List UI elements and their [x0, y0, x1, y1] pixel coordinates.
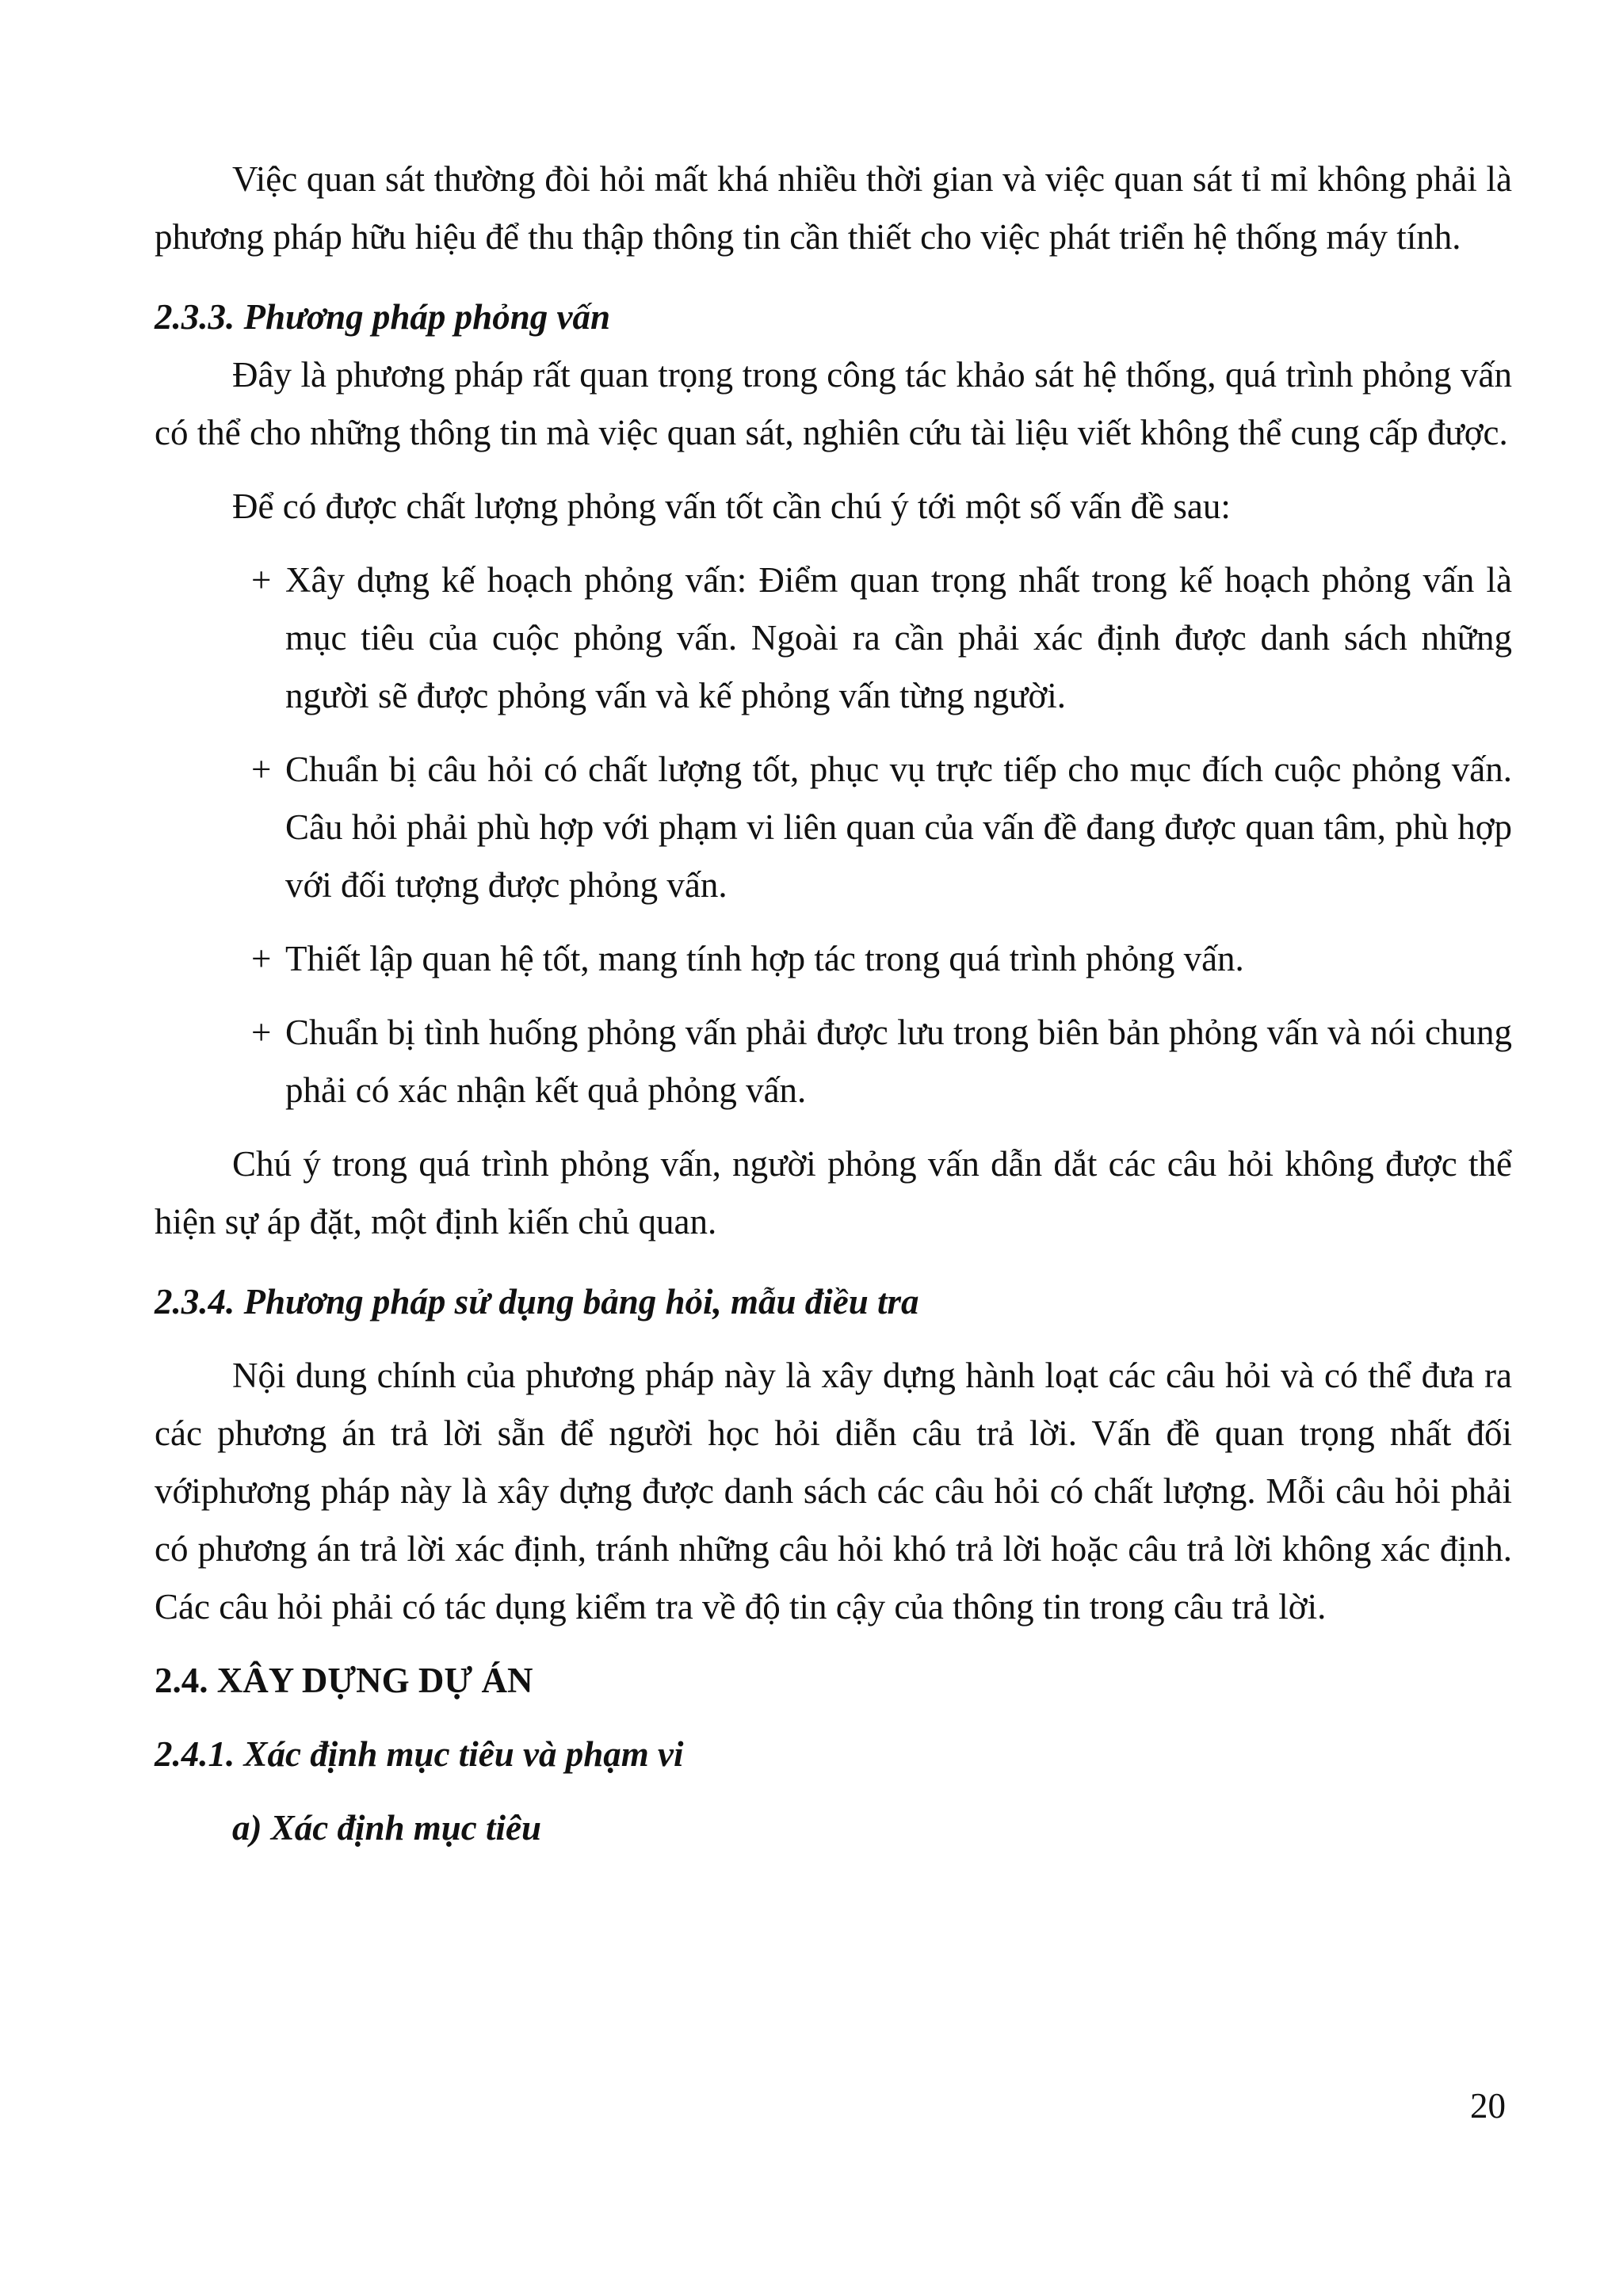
heading-2-4: 2.4. XÂY DỰNG DỰ ÁN [155, 1661, 533, 1700]
paragraph-interview-note: Chú ý trong quá trình phỏng vấn, người phỏng vấn dẫn dắt các câu hỏi không được thể hiện sự áp đặt, một định kiến chủ quan. [155, 1144, 1512, 1241]
paragraph-observation: Việc quan sát thường đòi hỏi mất khá nhiều thời gian và việc quan sát tỉ mỉ không phải là phương pháp hữu hiệu để thu thập thông tin cần thiết cho việc phát triển hệ thống máy tính. [155, 159, 1512, 257]
list-item [155, 741, 1512, 914]
list-item [155, 1004, 1512, 1119]
heading-a: a) Xác định mục tiêu [232, 1808, 542, 1848]
bullet-mark: + [251, 749, 272, 789]
page-number: 20 [1470, 2086, 1506, 2126]
list-item [155, 551, 1512, 725]
list-item-text: Xây dựng kế hoạch phỏng vấn: Điểm quan trọng nhất trong kế hoạch phỏng vấn là mục tiêu của cuộc phỏng vấn. Ngoài ra cần phải xác định được danh sách những người sẽ được phỏng vấn và kế phỏng vấn từng người. [285, 560, 1512, 715]
heading-2-4-1: 2.4.1. Xác định mục tiêu và phạm vi [155, 1734, 684, 1774]
bullet-mark: + [251, 560, 272, 600]
list-item-text: Chuẩn bị tình huống phỏng vấn phải được lưu trong biên bản phỏng vấn và nói chung phải có xác nhận kết quả phỏng vấn. [285, 1013, 1512, 1110]
list-item [155, 930, 1512, 988]
page-body [155, 151, 1512, 1857]
paragraph-interview-quality: Để có được chất lượng phỏng vấn tốt cần chú ý tới một số vấn đề sau: [232, 486, 1231, 526]
bullet-mark: + [251, 1013, 272, 1052]
heading-2-3-3: 2.3.3. Phương pháp phỏng vấn [155, 297, 610, 337]
list-item-text: Chuẩn bị câu hỏi có chất lượng tốt, phục vụ trực tiếp cho mục đích cuộc phỏng vấn. Câu hỏi phải phù hợp với phạm vi liên quan của vấn đề đang được quan tâm, phù hợp với đối tượng được phỏng vấn. [285, 749, 1512, 905]
paragraph-questionnaire: Nội dung chính của phương pháp này là xây dựng hành loạt các câu hỏi và có thể đưa ra các phương án trả lời sẵn để người học hỏi diễn câu trả lời. Vấn đề quan trọng nhất đối vớiphương pháp này là xây dựng được danh sách các câu hỏi có chất lượng. Mỗi câu hỏi phải có phương án trả lời xác định, tránh những câu hỏi khó trả lời hoặc câu trả lời không xác định. Các câu hỏi phải có tác dụng kiểm tra về độ tin cậy của thông tin trong câu trả lời. [155, 1356, 1512, 1627]
paragraph-interview-intro: Đây là phương pháp rất quan trọng trong công tác khảo sát hệ thống, quá trình phỏng vấn có thể cho những thông tin mà việc quan sát, nghiên cứu tài liệu viết không thể cung cấp được. [155, 355, 1512, 452]
bullet-mark: + [251, 939, 272, 978]
heading-2-3-4: 2.3.4. Phương pháp sử dụng bảng hỏi, mẫu điều tra [155, 1282, 919, 1322]
list-item-text: Thiết lập quan hệ tốt, mang tính hợp tác trong quá trình phỏng vấn. [285, 939, 1244, 978]
